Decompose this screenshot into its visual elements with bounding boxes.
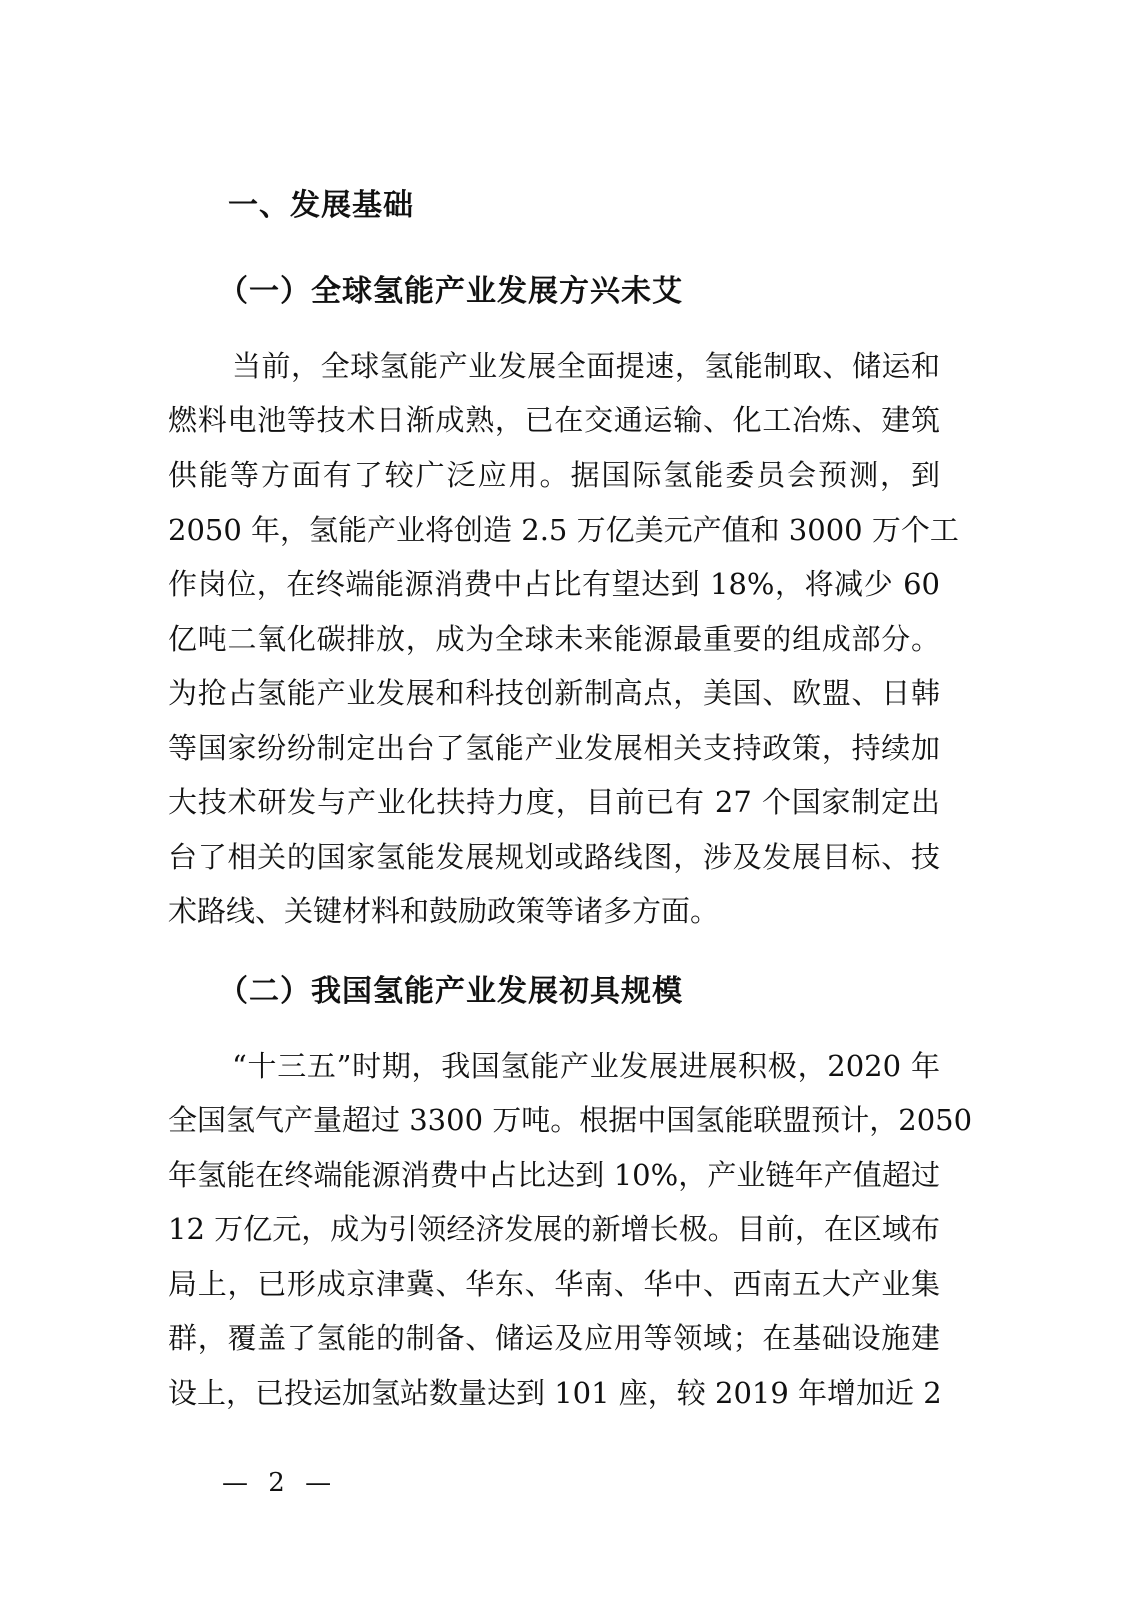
paragraph-line: 12 万亿元，成为引领经济发展的新增长极。目前，在区域布 bbox=[168, 1212, 940, 1246]
paragraph-line: 年氢能在终端能源消费中占比达到 10%，产业链年产值超过 bbox=[168, 1158, 940, 1192]
section-heading: 一、发展基础 bbox=[228, 188, 414, 223]
paragraph-line: 局上，已形成京津冀、华东、华南、华中、西南五大产业集 bbox=[168, 1267, 940, 1301]
paragraph-line: 当前，全球氢能产业发展全面提速，氢能制取、储运和 bbox=[232, 349, 940, 383]
paragraph-line: 群，覆盖了氢能的制备、储运及应用等领域；在基础设施建 bbox=[168, 1321, 940, 1355]
paragraph-line: 台了相关的国家氢能发展规划或路线图，涉及发展目标、技 bbox=[168, 840, 940, 874]
paragraph-line: 设上，已投运加氢站数量达到 101 座，较 2019 年增加近 2 bbox=[168, 1376, 942, 1410]
paragraph-line: 全国氢气产量超过 3300 万吨。根据中国氢能联盟预计，2050 bbox=[168, 1103, 973, 1137]
paragraph-line: 燃料电池等技术日渐成熟，已在交通运输、化工冶炼、建筑 bbox=[168, 403, 940, 437]
paragraph-line: “十三五”时期，我国氢能产业发展进展积极，2020 年 bbox=[232, 1049, 940, 1083]
subsection-heading-1: （一）全球氢能产业发展方兴未艾 bbox=[218, 274, 683, 309]
paragraph-line: 术路线、关键材料和鼓励政策等诸多方面。 bbox=[168, 894, 720, 928]
paragraph-line: 为抢占氢能产业发展和科技创新制高点，美国、欧盟、日韩 bbox=[168, 676, 940, 710]
page-number: — 2 — bbox=[222, 1468, 338, 1498]
paragraph-line: 亿吨二氧化碳排放，成为全球未来能源最重要的组成部分。 bbox=[168, 622, 940, 656]
paragraph-line: 大技术研发与产业化扶持力度，目前已有 27 个国家制定出 bbox=[168, 785, 940, 819]
subsection-heading-2: （二）我国氢能产业发展初具规模 bbox=[218, 974, 683, 1009]
paragraph-line: 2050 年，氢能产业将创造 2.5 万亿美元产值和 3000 万个工 bbox=[168, 513, 959, 547]
paragraph-line: 等国家纷纷制定出台了氢能产业发展相关支持政策，持续加 bbox=[168, 731, 940, 765]
paragraph-line: 供能等方面有了较广泛应用。据国际氢能委员会预测，到 bbox=[168, 458, 940, 492]
paragraph-line: 作岗位，在终端能源消费中占比有望达到 18%，将减少 60 bbox=[168, 567, 940, 601]
